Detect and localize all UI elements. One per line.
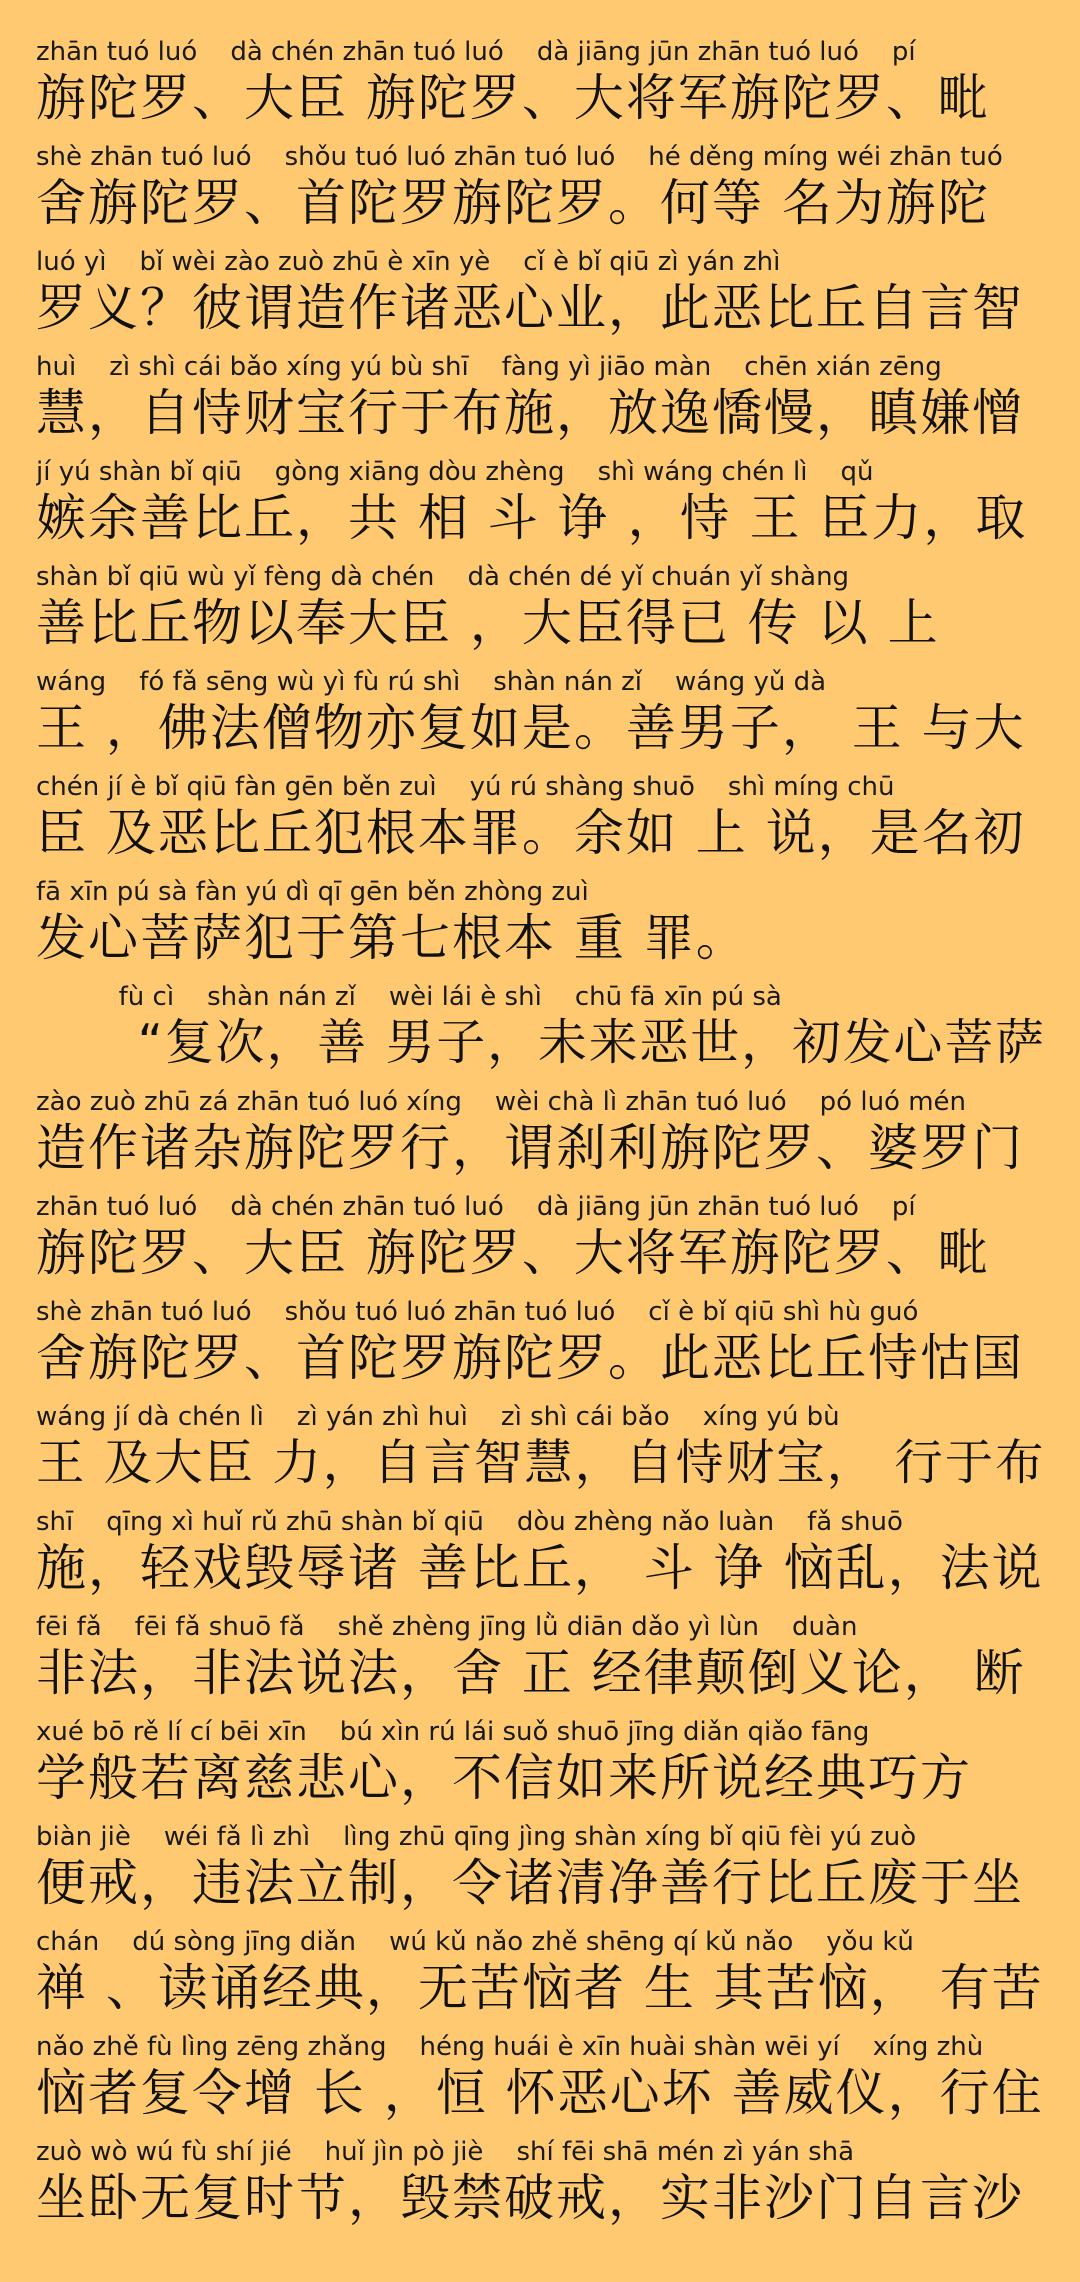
hanzi-line: 非法，非法说法，舍 正 经律颠倒义论， 断 [36, 1644, 1026, 1702]
hanzi-line: “复次，善 男子，未来恶世，初发心菩萨 [36, 1014, 1046, 1071]
pinyin-line: huì zì shì cái bǎo xíng yú bù shī fàng yì jiāo màn chēn xián zēng [36, 352, 942, 382]
text-line [36, 1716, 1046, 1808]
text-line [36, 351, 1046, 443]
text-line [36, 36, 1046, 128]
hanzi-line: 慧，自恃财宝行于布施，放逸憍慢，瞋嫌憎 [36, 384, 1024, 442]
hanzi-line: 便戒，违法立制，令诸清净善行比丘废于坐 [36, 1854, 1024, 1912]
pinyin-line: chén jí è bǐ qiū fàn gēn běn zuì yú rú shàng shuō shì míng chū [36, 772, 895, 802]
text-line [36, 456, 1046, 548]
hanzi-line: 旃陀罗、大臣 旃陀罗、大将军旃陀罗、毗 [36, 69, 990, 127]
hanzi-line: 善比丘物以奉大臣 ，大臣得已 传 以 上 [36, 594, 940, 652]
pinyin-line: shàn bǐ qiū wù yǐ fèng dà chén dà chén dé yǐ chuán yǐ shàng [36, 562, 850, 592]
pinyin-line: luó yì bǐ wèi zào zuò zhū è xīn yè cǐ è bǐ qiū zì yán zhì [36, 247, 781, 277]
hanzi-line: 学般若离慈悲心，不信如来所说经典巧方 [36, 1749, 972, 1807]
pinyin-line: wáng fó fǎ sēng wù yì fù rú shì shàn nán zǐ wáng yǔ dà [36, 667, 827, 697]
text-line [36, 246, 1046, 338]
text-line [36, 1086, 1046, 1178]
text-line [36, 1401, 1046, 1493]
text-line [36, 981, 1046, 1073]
hanzi-line: 旃陀罗、大臣 旃陀罗、大将军旃陀罗、毗 [36, 1224, 990, 1282]
hanzi-line: 臣 及恶比丘犯根本罪。余如 上 说，是名初 [36, 804, 1026, 862]
pinyin-line: chán dú sòng jīng diǎn wú kǔ nǎo zhě shēng qí kǔ nǎo yǒu kǔ [36, 1927, 914, 1957]
pinyin-line: zhān tuó luó dà chén zhān tuó luó dà jiāng jūn zhān tuó luó pí [36, 37, 916, 67]
text-line [36, 2136, 1046, 2228]
text-line [36, 876, 1046, 968]
text-line [36, 1926, 1046, 2018]
pinyin-line: wáng jí dà chén lì zì yán zhì huì zì shì cái bǎo xíng yú bù [36, 1402, 840, 1432]
text-line [36, 561, 1046, 653]
pinyin-line: fā xīn pú sà fàn yú dì qī gēn běn zhòng zuì [36, 877, 589, 907]
pinyin-line: shè zhān tuó luó shǒu tuó luó zhān tuó luó hé děng míng wéi zhān tuó [36, 142, 1003, 172]
pinyin-line: nǎo zhě fù lìng zēng zhǎng héng huái è xīn huài shàn wēi yí xíng zhù [36, 2032, 984, 2062]
pinyin-line: jí yú shàn bǐ qiū gòng xiāng dòu zhèng shì wáng chén lì qǔ [36, 457, 874, 487]
hanzi-line: 禅 、读诵经典，无苦恼者 生 其苦恼， 有苦 [36, 1959, 1044, 2017]
pinyin-line: shī qīng xì huǐ rǔ zhū shàn bǐ qiū dòu zhèng nǎo luàn fǎ shuō [36, 1507, 903, 1537]
hanzi-line: 施，轻戏毁辱诸 善比丘， 斗 诤 恼乱，法说 [36, 1539, 1044, 1597]
hanzi-line: 坐卧无复时节，毁禁破戒，实非沙门自言沙 [36, 2169, 1024, 2227]
pinyin-line: fù cì shàn nán zǐ wèi lái è shì chū fā xīn pú sà [36, 982, 782, 1012]
text-line [36, 1821, 1046, 1913]
pinyin-line: zhān tuó luó dà chén zhān tuó luó dà jiāng jūn zhān tuó luó pí [36, 1192, 916, 1222]
hanzi-line: 舍旃陀罗、首陀罗旃陀罗。何等 名为旃陀 [36, 174, 990, 232]
hanzi-line: 罗义？彼谓造作诸恶心业，此恶比丘自言智 [36, 279, 1024, 337]
text-line [36, 1296, 1046, 1388]
text-line [36, 1191, 1046, 1283]
text-line [36, 1506, 1046, 1598]
hanzi-line: 恼者复令增 长 ，恒 怀恶心坏 善威仪，行住 [36, 2064, 1044, 2122]
text-line [36, 666, 1046, 758]
pinyin-line: shè zhān tuó luó shǒu tuó luó zhān tuó luó cǐ è bǐ qiū shì hù guó [36, 1297, 919, 1327]
pinyin-line: zào zuò zhū zá zhān tuó luó xíng wèi chà lì zhān tuó luó pó luó mén [36, 1087, 967, 1117]
hanzi-line: 王 ，佛法僧物亦复如是。善男子， 王 与大 [36, 699, 1026, 757]
hanzi-line: 嫉余善比丘，共 相 斗 诤 ，恃 王 臣力，取 [36, 489, 1028, 547]
text-line [36, 141, 1046, 233]
pinyin-line: xué bō rě lí cí bēi xīn bú xìn rú lái suǒ shuō jīng diǎn qiǎo fāng [36, 1717, 870, 1747]
pinyin-line: zuò wò wú fù shí jié huǐ jìn pò jiè shí fēi shā mén zì yán shā [36, 2137, 855, 2167]
hanzi-line: 舍旃陀罗、首陀罗旃陀罗。此恶比丘恃怙国 [36, 1329, 1024, 1387]
text-line [36, 1611, 1046, 1703]
text-line [36, 2031, 1046, 2123]
hanzi-line: 发心菩萨犯于第七根本 重 罪。 [36, 909, 748, 967]
pinyin-line: biàn jiè wéi fǎ lì zhì lìng zhū qīng jìng shàn xíng bǐ qiū fèi yú zuò [36, 1822, 917, 1852]
text-line [36, 771, 1046, 863]
hanzi-line: 造作诸杂旃陀罗行，谓刹利旃陀罗、婆罗门 [36, 1119, 1024, 1177]
pinyin-line: fēi fǎ fēi fǎ shuō fǎ shě zhèng jīng lǜ diān dǎo yì lùn duàn [36, 1612, 858, 1642]
hanzi-line: 王 及大臣 力，自言智慧，自恃财宝， 行于布 [36, 1435, 1046, 1491]
